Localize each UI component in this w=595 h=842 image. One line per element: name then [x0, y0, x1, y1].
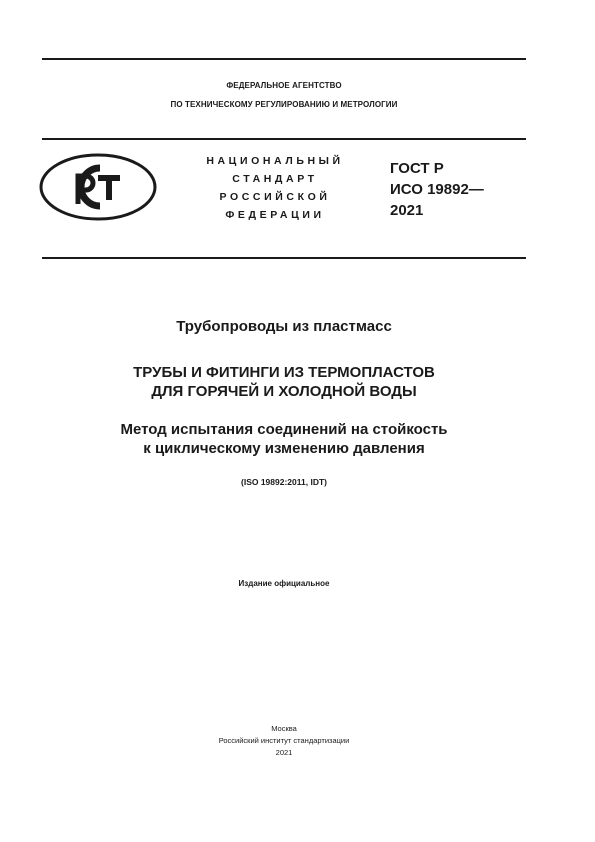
subtitle-line-1: Метод испытания соединений на стойкость: [120, 421, 448, 438]
rst-conformity-mark-icon: [38, 152, 158, 222]
imprint-year: 2021: [275, 748, 293, 757]
edition-note: Издание официальное: [238, 579, 330, 588]
standard-type-line: РОССИЙСКОЙ: [219, 191, 331, 203]
agency-name-line-2: ПО ТЕХНИЧЕСКОМУ РЕГУЛИРОВАНИЮ И МЕТРОЛОГИИ: [170, 100, 398, 109]
main-title-line-1: ТРУБЫ И ФИТИНГИ ИЗ ТЕРМОПЛАСТОВ: [133, 364, 435, 381]
standard-designation-line: 2021: [390, 202, 424, 219]
iso-reference: (ISO 19892:2011, IDT): [241, 477, 327, 487]
agency-name-line-1: ФЕДЕРАЛЬНОЕ АГЕНТСТВО: [226, 81, 342, 90]
standard-type-line: ФЕДЕРАЦИИ: [225, 209, 325, 221]
header-divider: [42, 138, 526, 140]
top-divider: [42, 58, 526, 60]
subtitle-line-2: к циклическому изменению давления: [143, 440, 425, 457]
series-title: Трубопроводы из пластмасс: [176, 318, 392, 335]
standard-designation-line: ГОСТ Р: [390, 160, 444, 177]
standard-designation-line: ИСО 19892—: [390, 181, 484, 198]
standard-type-line: СТАНДАРТ: [232, 173, 318, 185]
imprint-publisher: Российский институт стандартизации: [218, 736, 350, 745]
main-title-line-2: ДЛЯ ГОРЯЧЕЙ И ХОЛОДНОЙ ВОДЫ: [151, 383, 417, 400]
title-divider: [42, 257, 526, 259]
imprint-city: Москва: [271, 724, 297, 733]
standard-type-line: НАЦИОНАЛЬНЫЙ: [206, 155, 344, 167]
